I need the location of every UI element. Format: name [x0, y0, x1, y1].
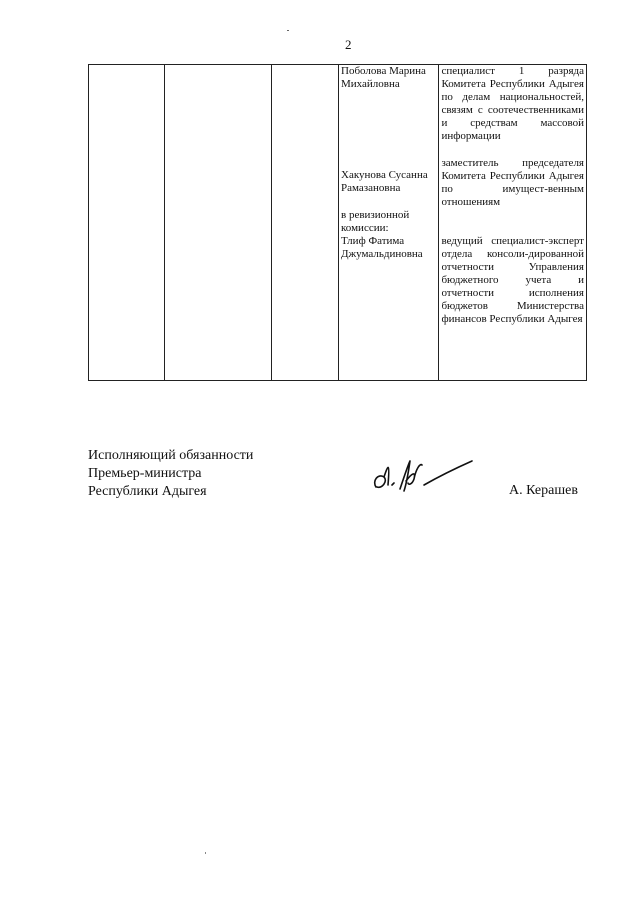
- signer-title-line: Исполняющий обязанности: [88, 448, 254, 463]
- table-cell-names: [339, 65, 439, 381]
- scan-speck: [287, 30, 289, 31]
- member-name: Тлиф Фатима Джумальдиновна: [341, 235, 423, 260]
- member-position: заместитель председателя Комитета Республики Адыгея по имущест-венным отношениям: [441, 157, 584, 208]
- signature-title-block: [88, 447, 253, 501]
- scan-speck: [205, 852, 206, 854]
- member-name: Хакунова Сусанна Рамазановна: [341, 169, 428, 194]
- member-position: ведущий специалист-эксперт отдела консоли-дированной отчетности Управления бюджетного учета и отчетности исполнения бюджетов Министерства финансов Республики Адыгея: [441, 235, 584, 325]
- member-position: специалист 1 разряда Комитета Республики Адыгея по делам национальностей, связям с соотечественниками и средствам массовой информации: [441, 65, 584, 142]
- section-label: в ревизионной комиссии:: [341, 209, 410, 234]
- page-number: 2: [345, 37, 352, 52]
- table-cell-empty-3: [272, 65, 339, 381]
- handwritten-signature: [368, 455, 478, 505]
- member-name: Поболова Марина Михайловна: [341, 65, 426, 90]
- signer-name: А. Керашев: [509, 483, 578, 498]
- table-cell-empty-2: [165, 65, 272, 381]
- signer-title-line: Республики Адыгея: [88, 484, 207, 499]
- signer-title-line: Премьер-министра: [88, 466, 202, 481]
- table-row: [89, 65, 587, 381]
- table-cell-empty-1: [89, 65, 165, 381]
- members-table: [88, 64, 587, 381]
- table-cell-positions: [439, 65, 587, 381]
